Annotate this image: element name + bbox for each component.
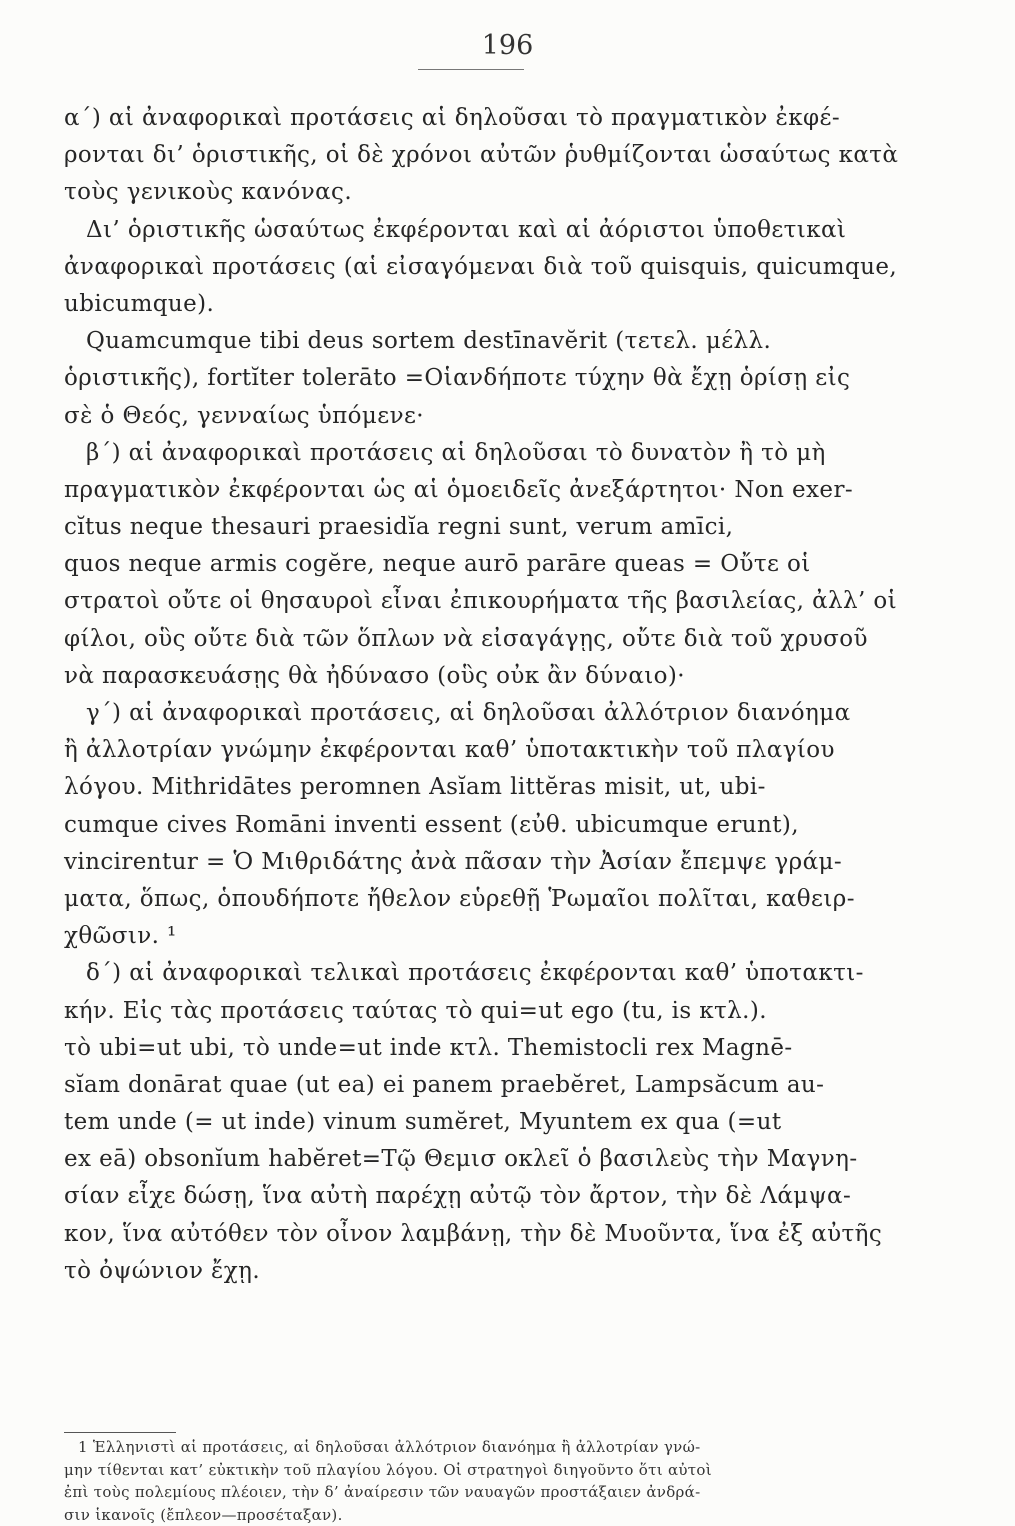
footnote-line: ἐπὶ τοὺς πολεμίους πλέοιεν, τὴν δ’ ἀναίρεσιν τῶν ναυαγῶν προστάξαιεν ἀνδρά- [64, 1481, 904, 1504]
page-number: 196 [0, 30, 1015, 61]
text-line: τοὺς γενικοὺς κανόνας. [64, 174, 894, 211]
text-line: τὸ ubi=ut ubi, τὸ unde=ut inde κτλ. Themistocli rex Magnē- [64, 1030, 894, 1067]
text-line: τὸ ὀψώνιον ἔχῃ. [64, 1253, 894, 1290]
text-line: ubicumque). [64, 286, 894, 323]
text-line: quos neque armis cogĕre, neque aurō parāre queas = Οὔτε οἱ [64, 546, 894, 583]
text-line: cĭtus neque thesauri praesidĭa regni sunt, verum amīci, [64, 509, 894, 546]
text-line: νὰ παρασκευάσῃς θὰ ἠδύνασο (οὓς οὐκ ἂν δύναιο)· [64, 658, 894, 695]
text-line: β΄) αἱ ἀναφορικαὶ προτάσεις αἱ δηλοῦσαι τὸ δυνατὸν ἢ τὸ μὴ [64, 435, 894, 472]
text-line: Quamcumque tibi deus sortem destīnavĕrit (τετελ. μέλλ. [64, 323, 894, 360]
text-line: κήν. Εἰς τὰς προτάσεις ταύτας τὸ qui=ut ego (tu, is κτλ.). [64, 993, 894, 1030]
text-line: στρατοὶ οὔτε οἱ θησαυροὶ εἶναι ἐπικουρήματα τῆς βασιλείας, ἀλλ’ οἱ [64, 583, 894, 620]
page-number-rule [418, 69, 524, 70]
text-line: πραγματικὸν ἐκφέρονται ὡς αἱ ὁμοειδεῖς ἀνεξάρτητοι· Non exer- [64, 472, 894, 509]
footnote-line: 1 Ἑλληνιστὶ αἱ προτάσεις, αἱ δηλοῦσαι ἀλλότριον διανόημα ἢ ἀλλοτρίαν γνώ- [64, 1436, 904, 1459]
text-line: ἢ ἀλλοτρίαν γνώμην ἐκφέρονται καθ’ ὑποτακτικὴν τοῦ πλαγίου [64, 732, 894, 769]
text-line: sĭam donārat quae (ut ea) ei panem praebĕret, Lampsăcum au- [64, 1067, 894, 1104]
text-line: ex eā) obsonĭum habĕret=Τῷ Θεμισ οκλεῖ ὁ βασιλεὺς τὴν Μαγνη- [64, 1141, 894, 1178]
text-line: vincirentur = Ὁ Μιθριδάτης ἀνὰ πᾶσαν τὴν Ἀσίαν ἔπεμψε γράμ- [64, 844, 894, 881]
text-line: ἀναφορικαὶ προτάσεις (αἱ εἰσαγόμεναι διὰ τοῦ quisquis, quicumque, [64, 249, 894, 286]
text-line: tem unde (= ut inde) vinum sumĕret, Myuntem ex qua (=ut [64, 1104, 894, 1141]
text-line: λόγου. Mithridātes peromnen Asĭam littĕras misit, ut, ubi- [64, 769, 894, 806]
text-line: σὲ ὁ Θεός, γενναίως ὑπόμενε· [64, 398, 894, 435]
text-line: δ΄) αἱ ἀναφορικαὶ τελικαὶ προτάσεις ἐκφέρονται καθ’ ὑποτακτι- [64, 955, 894, 992]
text-line: ὁριστικῆς), fortĭter tolerāto =Οἱανδήποτε τύχην θὰ ἔχῃ ὁρίσῃ εἰς [64, 360, 894, 397]
text-line: γ΄) αἱ ἀναφορικαὶ προτάσεις, αἱ δηλοῦσαι ἀλλότριον διανόημα [64, 695, 894, 732]
text-line: χθῶσιν. ¹ [64, 918, 894, 955]
text-line: φίλοι, οὓς οὔτε διὰ τῶν ὅπλων νὰ εἰσαγάγῃς, οὔτε διὰ τοῦ χρυσοῦ [64, 621, 894, 658]
text-line: cumque cives Romāni inventi essent (εὐθ. ubicumque erunt), [64, 807, 894, 844]
body-text [64, 100, 894, 1290]
text-line: ματα, ὅπως, ὁπουδήποτε ἤθελον εὑρεθῇ Ῥωμαῖοι πολῖται, καθειρ- [64, 881, 894, 918]
text-line: Δι’ ὁριστικῆς ὡσαύτως ἐκφέρονται καὶ αἱ ἀόριστοι ὑποθετικαὶ [64, 212, 894, 249]
text-line: σίαν εἶχε δώσῃ, ἵνα αὐτὴ παρέχῃ αὐτῷ τὸν ἄρτον, τὴν δὲ Λάμψα- [64, 1178, 894, 1215]
footnote [64, 1436, 904, 1526]
text-line: ρονται δι’ ὁριστικῆς, οἱ δὲ χρόνοι αὐτῶν ῥυθμίζονται ὡσαύτως κατὰ [64, 137, 894, 174]
footnote-rule [64, 1432, 176, 1433]
text-line: α΄) αἱ ἀναφορικαὶ προτάσεις αἱ δηλοῦσαι τὸ πραγματικὸν ἐκφέ- [64, 100, 894, 137]
text-line: κον, ἵνα αὐτόθεν τὸν οἶνον λαμβάνῃ, τὴν δὲ Μυοῦντα, ἵνα ἐξ αὐτῆς [64, 1216, 894, 1253]
footnote-line: μην τίθενται κατ’ εὐκτικὴν τοῦ πλαγίου λόγου. Οἱ στρατηγοὶ διηγοῦντο ὅτι αὐτοὶ [64, 1459, 904, 1482]
footnote-line: σιν ἱκανοῖς (ἔπλεον—προσέταξαν). [64, 1504, 904, 1526]
